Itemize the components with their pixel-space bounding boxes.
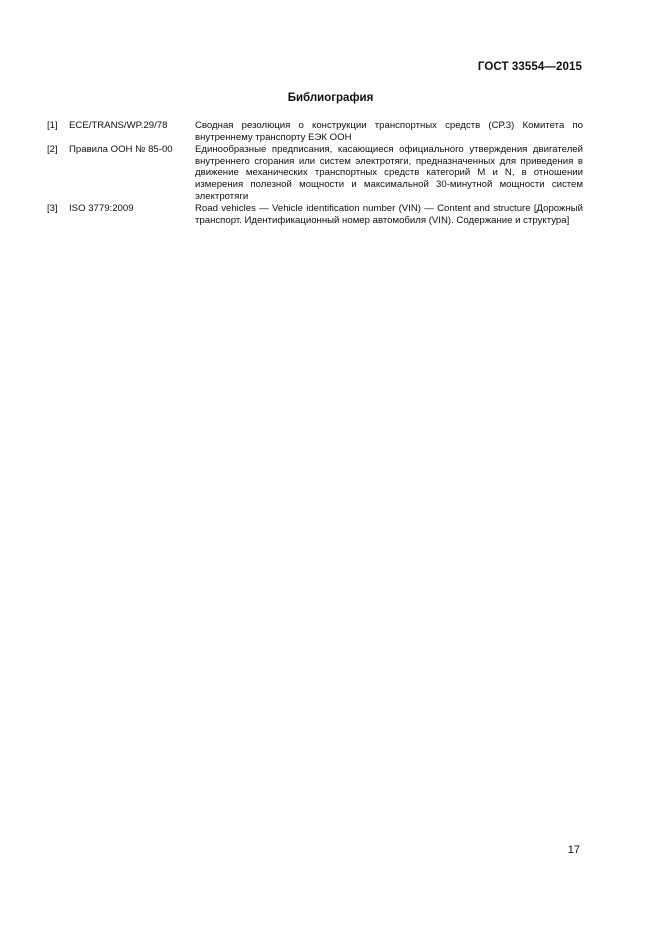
entry-code: ISO 3779:2009	[69, 203, 134, 215]
entry-code: ECE/TRANS/WP.29/78	[69, 120, 168, 131]
bibliography-entry	[47, 120, 583, 143]
bibliography-entry	[47, 144, 583, 202]
entry-description: Единообразные предписания, касающиеся официального утверждения двигателей внутреннего сгорания или систем электротяги, предназначенных для приведения в движение механических транспортных средств категорий M и N, в отношении измерения полезной мощности и максимальной 30-минутной мощности систем электротяги	[195, 144, 583, 202]
document-number: ГОСТ 33554—2015	[477, 61, 582, 73]
page-number: 17	[567, 844, 580, 856]
entry-number: [3]	[47, 203, 58, 215]
bibliography-list	[47, 120, 583, 227]
entry-number: [2]	[47, 144, 58, 156]
section-title: Библиография	[287, 92, 374, 104]
entry-description: Сводная резолюция о конструкции транспортных средств (СР.3) Комитета по внутреннему транспорту ЕЭК ООН	[195, 120, 583, 143]
entry-number: [1]	[47, 120, 58, 131]
entry-description: Road vehicles — Vehicle identification number (VIN) — Content and structure [Дорожный транспорт. Идентификационный номер автомобиля (VIN). Содержание и структура]	[195, 203, 583, 226]
bibliography-entry	[47, 203, 583, 226]
entry-code: Правила ООН № 85-00	[69, 144, 173, 156]
